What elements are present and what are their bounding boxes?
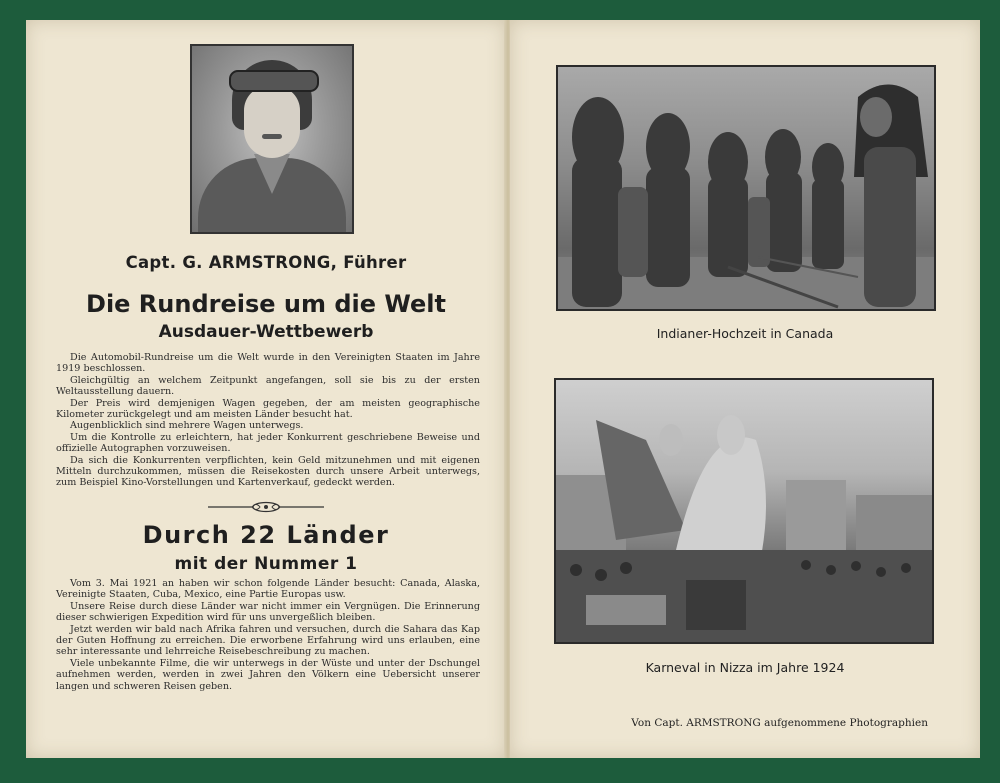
page-title: Die Rundreise um die Welt: [86, 290, 446, 318]
paragraph: Da sich die Konkurrenten verpflichten, kein Geld mitzunehmen und mit eigenen Mitteln durchzukommen, müssen die Reisekosten durch unsere Arbeit unterwegs, zum Beispiel Kino-Vorstellungen und Kartenverkauf, gedeckt werden.: [56, 454, 480, 489]
portrait-photo: [190, 44, 354, 234]
left-page: [26, 20, 506, 758]
intro-text: [56, 352, 480, 489]
section-title: Durch 22 Länder: [142, 521, 390, 549]
portrait-caption: Capt. G. ARMSTRONG, Führer: [125, 253, 407, 272]
ornament-divider: [208, 501, 324, 513]
paragraph: Augenblicklich sind mehrere Wagen unterwegs.: [70, 420, 304, 432]
page-subtitle: Ausdauer-Wettbewerb: [158, 322, 374, 342]
wedding-photo: [556, 65, 936, 311]
paragraph: Die Automobil-Rundreise um die Welt wurde in den Vereinigten Staaten im Jahre 1919 beschlossen.: [56, 352, 480, 375]
paragraph: Unsere Reise durch diese Länder war nicht immer ein Vergnügen. Die Erinnerung dieser schwierigen Expedition wird für uns unvergeßlich bleiben.: [56, 600, 480, 624]
travel-text: [56, 578, 480, 692]
paragraph: Gleichgültig an welchem Zeitpunkt angefangen, soll sie bis zu der ersten Weltausstellung dauern.: [56, 374, 480, 398]
paragraph: Vom 3. Mai 1921 an haben wir schon folgende Länder besucht: Canada, Alaska, Vereinigte Staaten, Cuba, Mexico, eine Partie Europas usw.: [56, 578, 480, 601]
paragraph: Jetzt werden wir bald nach Afrika fahren und versuchen, durch die Sahara das Kap der Guten Hoffnung zu erreichen. Die erworbene Erfahrung wird uns erlauben, eine sehr interessante und lehrreiche Reisebeschreibung zu machen.: [56, 623, 480, 658]
photo-credit: Von Capt. ARMSTRONG aufgenommene Photographien: [631, 717, 928, 729]
paragraph: Um die Kontrolle zu erleichtern, hat jeder Konkurrent geschriebene Beweise und offizielle Autographen vorzuweisen.: [56, 431, 480, 455]
wedding-photo-caption: Indianer-Hochzeit in Canada: [656, 326, 834, 341]
paragraph: Der Preis wird demjenigen Wagen gegeben, der am meisten geographische Kilometer zurückgelegt und am meisten Länder besucht hat.: [56, 397, 480, 421]
paragraph: Viele unbekannte Filme, die wir unterwegs in der Wüste und unter der Dschungel aufnehmen werden, werden in zwei Jahren den Völkern eine Uebersicht unserer langen und schweren Reisen geben.: [56, 657, 480, 692]
carnival-photo-caption: Karneval in Nizza im Jahre 1924: [645, 660, 845, 675]
carnival-photo: [554, 378, 934, 644]
right-page: [510, 20, 980, 758]
section-subtitle: mit der Nummer 1: [174, 554, 358, 574]
